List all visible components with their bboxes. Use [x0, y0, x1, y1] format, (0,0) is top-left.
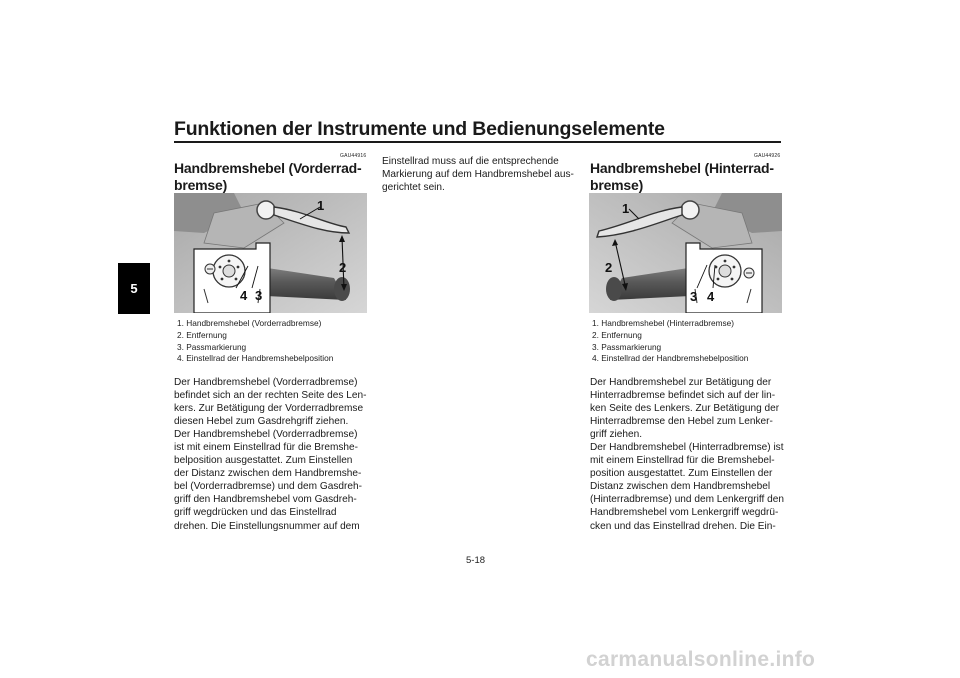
legend-item: 3. Passmarkierung	[177, 341, 247, 352]
figure-rear-brake-lever	[589, 193, 782, 313]
body-line: bel (Vorderradbremse) und dem Gasdreh-	[174, 481, 362, 493]
body-line: griff wegdrücken und das Einstellrad	[174, 507, 337, 519]
body-line: Der Handbremshebel (Hinterradbremse) ist	[590, 442, 784, 454]
figure-callout-2: 2	[605, 260, 613, 275]
body-line: ist mit einem Einstellrad für die Bremshe-	[174, 442, 358, 454]
section-title-right	[590, 160, 774, 194]
body-line: cken und das Einstellrad drehen. Die Ein-	[590, 520, 776, 532]
header-rule	[174, 141, 781, 143]
legend-item: 1. Handbremshebel (Vorderradbremse)	[177, 318, 322, 328]
legend-item: 4. Einstellrad der Handbremshebelposition	[592, 353, 749, 364]
section-code-left: GAU44916	[340, 153, 367, 159]
figure-callout-1: 1	[622, 201, 630, 216]
body-line: Hinterradbremse befindet sich auf der lin-	[590, 390, 776, 402]
body-line: gerichtet sein.	[382, 182, 445, 194]
section-code-right: GAU44926	[754, 153, 781, 159]
legend-item: 3. Passmarkierung	[592, 341, 662, 352]
figure-callout-2: 2	[339, 260, 347, 275]
body-line: Handbremshebel vom Lenkergriff wegdrü-	[590, 507, 779, 519]
body-line: kers. Zur Betätigung der Vorderradbremse	[174, 403, 364, 415]
watermark-text: carmanualsonline.info	[586, 648, 816, 671]
body-line: Der Handbremshebel (Vorderradbremse)	[174, 377, 358, 388]
page-header-title: Funktionen der Instrumente und Bedienungselemente	[174, 118, 665, 140]
page-number: 5-18	[466, 555, 486, 566]
body-line: diesen Hebel zum Gasdrehgriff ziehen.	[174, 416, 349, 428]
legend-item: 2. Entfernung	[177, 329, 227, 340]
body-line: Einstellrad muss auf die entsprechende	[382, 156, 559, 167]
legend-item: 2. Entfernung	[592, 329, 642, 340]
section-title-left-line: bremse)	[174, 177, 228, 193]
body-line: Markierung auf dem Handbremshebel aus-	[382, 169, 574, 181]
figure-front-brake-lever	[174, 193, 367, 313]
body-text-left	[174, 376, 366, 533]
section-title-left-line: Handbremshebel (Vorderrad-	[174, 160, 362, 176]
body-line: Der Handbremshebel zur Betätigung der	[590, 377, 772, 388]
chapter-tab: 5	[118, 263, 150, 314]
section-title-right-line: bremse)	[590, 177, 644, 193]
body-line: befindet sich an der rechten Seite des Len-	[174, 390, 367, 402]
figure-legend-left	[177, 318, 333, 365]
body-text-middle	[382, 155, 574, 194]
figure-legend-right	[592, 318, 748, 365]
body-line: griff den Handbremshebel vom Gasdreh-	[174, 494, 357, 506]
body-line: Distanz zwischen dem Handbremshebel	[590, 481, 771, 493]
body-line: position ausgestattet. Zum Einstellen der	[590, 468, 773, 480]
body-text-right	[590, 376, 784, 533]
figure-callout-4: 4	[707, 289, 715, 304]
body-line: drehen. Die Einstellungsnummer auf dem	[174, 520, 360, 532]
body-line: der Distanz zwischen dem Handbremshe-	[174, 468, 362, 480]
body-line: griff ziehen.	[590, 429, 642, 441]
body-line: ken Seite des Lenkers. Zur Betätigung der	[590, 403, 780, 415]
body-line: Der Handbremshebel (Vorderradbremse)	[174, 429, 358, 441]
figure-callout-3: 3	[255, 288, 263, 303]
figure-callout-4: 4	[240, 288, 248, 303]
legend-item: 4. Einstellrad der Handbremshebelposition	[177, 353, 334, 364]
body-line: mit einem Einstellrad für die Bremshebel-	[590, 455, 775, 467]
figure-callout-3: 3	[690, 289, 698, 304]
figure-callout-1: 1	[317, 198, 325, 213]
section-title-right-line: Handbremshebel (Hinterrad-	[590, 160, 774, 176]
body-line: (Hinterradbremse) und dem Lenkergriff den	[590, 494, 784, 506]
body-line: belposition ausgestattet. Zum Einstellen	[174, 455, 353, 467]
section-title-left	[174, 160, 361, 194]
body-line: Hinterradbremse den Hebel zum Lenker-	[590, 416, 773, 428]
legend-item: 1. Handbremshebel (Hinterradbremse)	[592, 318, 735, 328]
